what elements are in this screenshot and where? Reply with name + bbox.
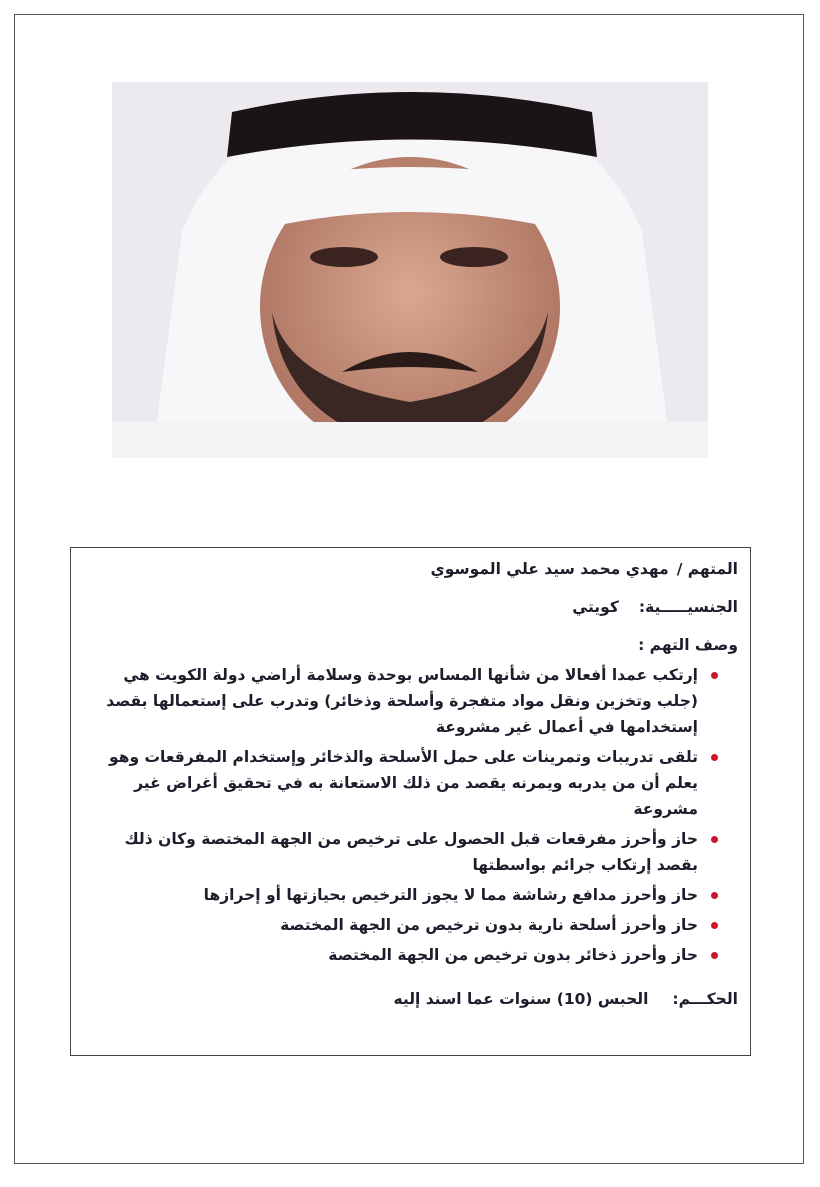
accused-label: المتهم /	[676, 560, 738, 578]
charge-item: إرتكب عمدا أفعالا من شأنها المساس بوحدة وسلامة أراضي دولة الكويت هي (جلب وتخزين ونقل مواد متفجرة وأسلحة وذخائر) وتدرب على إستعمالها بقصد إستخدامها في أعمال غير مشروعة	[81, 662, 738, 740]
charge-item: حاز وأحرز ذخائر بدون ترخيص من الجهة المختصة	[81, 942, 738, 968]
charges-list	[81, 662, 738, 972]
bullet-icon	[711, 952, 718, 959]
charge-item: حاز وأحرز مدافع رشاشة مما لا يجوز الترخيص بحيازتها أو إحرازها	[81, 882, 738, 908]
bullet-icon	[711, 836, 718, 843]
bullet-icon	[711, 672, 718, 679]
accused-line	[81, 556, 738, 582]
nationality-line	[81, 594, 738, 620]
suspect-photo	[112, 82, 708, 458]
verdict-label: الحكـــم:	[672, 990, 738, 1008]
accused-name: مهدي محمد سيد علي الموسوي	[430, 560, 669, 578]
charge-item: حاز وأحرز مفرقعات قبل الحصول على ترخيص من الجهة المختصة وكان ذلك بقصد إرتكاب جرائم بواسطتها	[81, 826, 738, 878]
verdict-line	[81, 986, 738, 1012]
verdict-value: الحبس (10) سنوات عما اسند إليه	[393, 990, 649, 1008]
charge-item: حاز وأحرز أسلحة نارية بدون ترخيص من الجهة المختصة	[81, 912, 738, 938]
bullet-icon	[711, 892, 718, 899]
charge-item: تلقى تدريبات وتمرينات على حمل الأسلحة والذخائر وإستخدام المفرقعات وهو يعلم أن من يدربه ويمرنه يقصد من ذلك الاستعانة به في تحقيق أغراض غير مشروعة	[81, 744, 738, 822]
case-details	[70, 547, 751, 1056]
nationality-label: الجنسيـــــية:	[638, 598, 738, 616]
bullet-icon	[711, 922, 718, 929]
nationality-value: كويتي	[572, 598, 619, 616]
charges-label: وصف التهم :	[638, 636, 738, 654]
bullet-icon	[711, 754, 718, 761]
